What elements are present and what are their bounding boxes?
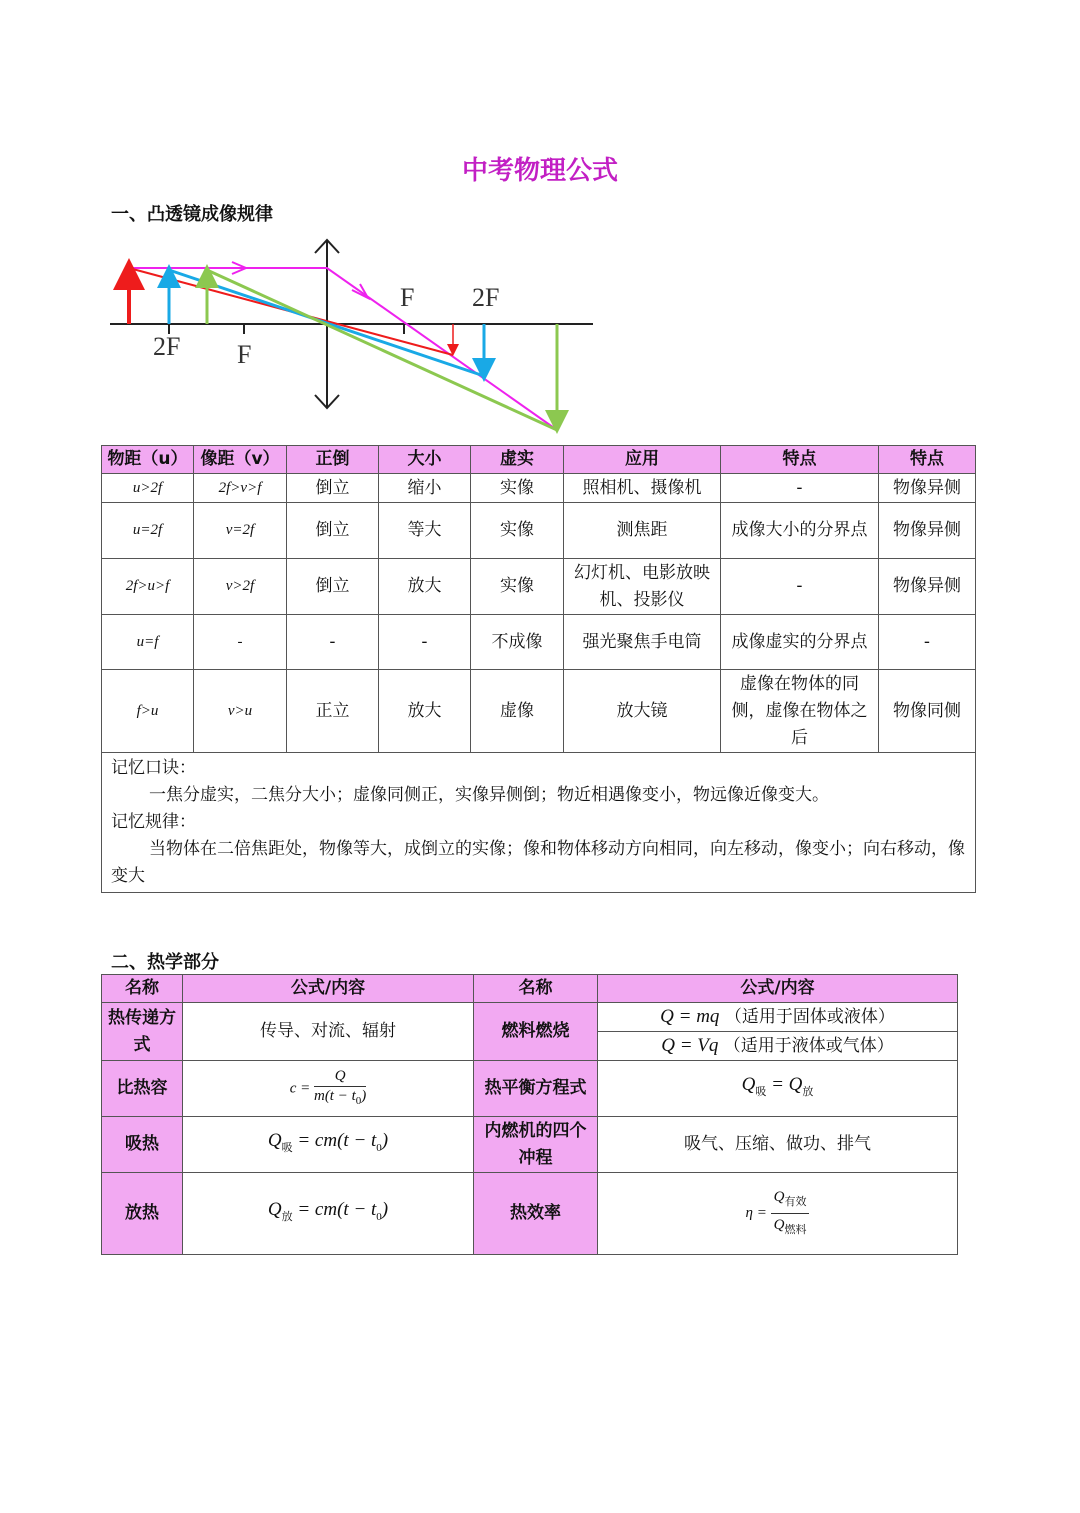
name-cell: 吸热 [102, 1117, 183, 1173]
formula-cell: $Q_吸 = cm(t - t_0)$ [183, 1117, 474, 1173]
formula: Q = Vq [661, 1035, 719, 1056]
table-cell: 正立 [287, 670, 379, 753]
table-cell: - [194, 615, 287, 670]
formula-cell [598, 1003, 958, 1032]
table-cell: 不成像 [471, 615, 564, 670]
table-row [102, 474, 976, 503]
table-cell: - [879, 615, 976, 670]
header-cell: 虚实 [471, 446, 564, 474]
page-title: 中考物理公式 [461, 156, 618, 186]
table-row [102, 503, 976, 559]
name-cell: 热传递方式 [102, 1003, 183, 1061]
lens-imaging-table [101, 445, 976, 893]
table-cell: 缩小 [379, 474, 471, 503]
table-cell: 等大 [379, 503, 471, 559]
rule-label: 记忆规律： [111, 812, 196, 832]
table-row [102, 1117, 958, 1173]
table-cell: f>u [102, 670, 194, 753]
table-cell: 物像同侧 [879, 670, 976, 753]
table-row [102, 670, 976, 753]
formula-note: （适用于固体或液体） [724, 1007, 895, 1027]
table-cell: u=f [102, 615, 194, 670]
numerator: Q [314, 1067, 366, 1087]
table-cell: 物像异侧 [879, 559, 976, 615]
table-header-row [102, 975, 958, 1003]
table-cell: - [721, 474, 879, 503]
formula-cell: η = $\frac{Q_{有效}}{Q_{燃料}}$ [598, 1173, 958, 1255]
name-cell: 比热容 [102, 1061, 183, 1117]
name-cell: 内燃机的四个冲程 [474, 1117, 598, 1173]
table-cell: 照相机、摄像机 [564, 474, 721, 503]
table-cell: 虚像在物体的同侧，虚像在物体之后 [721, 670, 879, 753]
section-heading-thermal: 二、热学部分 [111, 952, 219, 973]
formula-cell [183, 1061, 474, 1117]
table-cell: 物像异侧 [879, 503, 976, 559]
content-cell: 传导、对流、辐射 [183, 1003, 474, 1061]
label-left-f: F [237, 340, 252, 369]
mnemonic-label: 记忆口诀： [111, 758, 196, 778]
table-cell: v>u [194, 670, 287, 753]
name-cell: 热平衡方程式 [474, 1061, 598, 1117]
table-cell: u=2f [102, 503, 194, 559]
table-row [102, 1003, 958, 1032]
table-cell: - [721, 559, 879, 615]
table-row [102, 559, 976, 615]
table-cell: 倒立 [287, 474, 379, 503]
table-cell: - [379, 615, 471, 670]
table-cell: 实像 [471, 559, 564, 615]
table-cell: - [287, 615, 379, 670]
header-cell: 公式/内容 [183, 975, 474, 1003]
thermal-table [101, 974, 958, 1255]
formula-cell [598, 1032, 958, 1061]
label-left-2f: 2F [153, 332, 181, 361]
table-cell: 实像 [471, 503, 564, 559]
header-cell: 名称 [102, 975, 183, 1003]
convex-lens-diagram [0, 0, 1080, 450]
table-cell: 虚像 [471, 670, 564, 753]
table-cell: v>2f [194, 559, 287, 615]
label-right-2f: 2F [472, 283, 500, 312]
header-cell: 特点 [721, 446, 879, 474]
header-cell: 名称 [474, 975, 598, 1003]
table-cell: u>2f [102, 474, 194, 503]
header-cell: 像距（v） [194, 446, 287, 474]
table-row [102, 1061, 958, 1117]
formula-note: （适用于液体或气体） [723, 1036, 894, 1056]
section-heading-lens: 一、凸透镜成像规律 [111, 204, 273, 225]
table-cell: v=2f [194, 503, 287, 559]
table-cell: 放大 [379, 670, 471, 753]
table-cell: 物像异侧 [879, 474, 976, 503]
table-cell: 倒立 [287, 503, 379, 559]
label-right-f: F [400, 283, 415, 312]
rule-text: 当物体在二倍焦距处，物像等大，成倒立的实像；像和物体移动方向相同，向左移动，像变小；向右移动，像变大 [111, 839, 965, 886]
table-cell: 强光聚焦手电筒 [564, 615, 721, 670]
ray-green [207, 270, 557, 430]
formula-lhs: c = [289, 1079, 311, 1096]
name-cell: 热效率 [474, 1173, 598, 1255]
table-row [102, 1173, 958, 1255]
formula: Q = mq [660, 1006, 720, 1027]
table-row [102, 615, 976, 670]
name-cell: 燃料燃烧 [474, 1003, 598, 1061]
mnemonic-text: 一焦分虚实，二焦分大小；虚像同侧正，实像异侧倒；物近相遇像变小，物远像近像变大。 [149, 785, 829, 805]
header-cell: 公式/内容 [598, 975, 958, 1003]
table-cell: 2f>u>f [102, 559, 194, 615]
table-cell: 2f>v>f [194, 474, 287, 503]
table-header-row [102, 446, 976, 474]
header-cell: 特点 [879, 446, 976, 474]
notes-row [102, 753, 976, 893]
header-cell: 应用 [564, 446, 721, 474]
header-cell: 物距（u） [102, 446, 194, 474]
table-cell: 放大 [379, 559, 471, 615]
table-cell: 倒立 [287, 559, 379, 615]
table-cell: 成像大小的分界点 [721, 503, 879, 559]
name-cell: 放热 [102, 1173, 183, 1255]
table-cell: 成像虚实的分界点 [721, 615, 879, 670]
header-cell: 大小 [379, 446, 471, 474]
table-cell: 幻灯机、电影放映机、投影仪 [564, 559, 721, 615]
table-cell: 放大镜 [564, 670, 721, 753]
formula-cell: $Q_放 = cm(t - t_0)$ [183, 1173, 474, 1255]
table-cell: 实像 [471, 474, 564, 503]
content-cell: 吸气、压缩、做功、排气 [598, 1117, 958, 1173]
table-cell: 测焦距 [564, 503, 721, 559]
formula-cell: $Q_吸 = Q_放$ [598, 1061, 958, 1117]
header-cell: 正倒 [287, 446, 379, 474]
denominator: $m(t - t_0)$ [313, 1087, 367, 1107]
